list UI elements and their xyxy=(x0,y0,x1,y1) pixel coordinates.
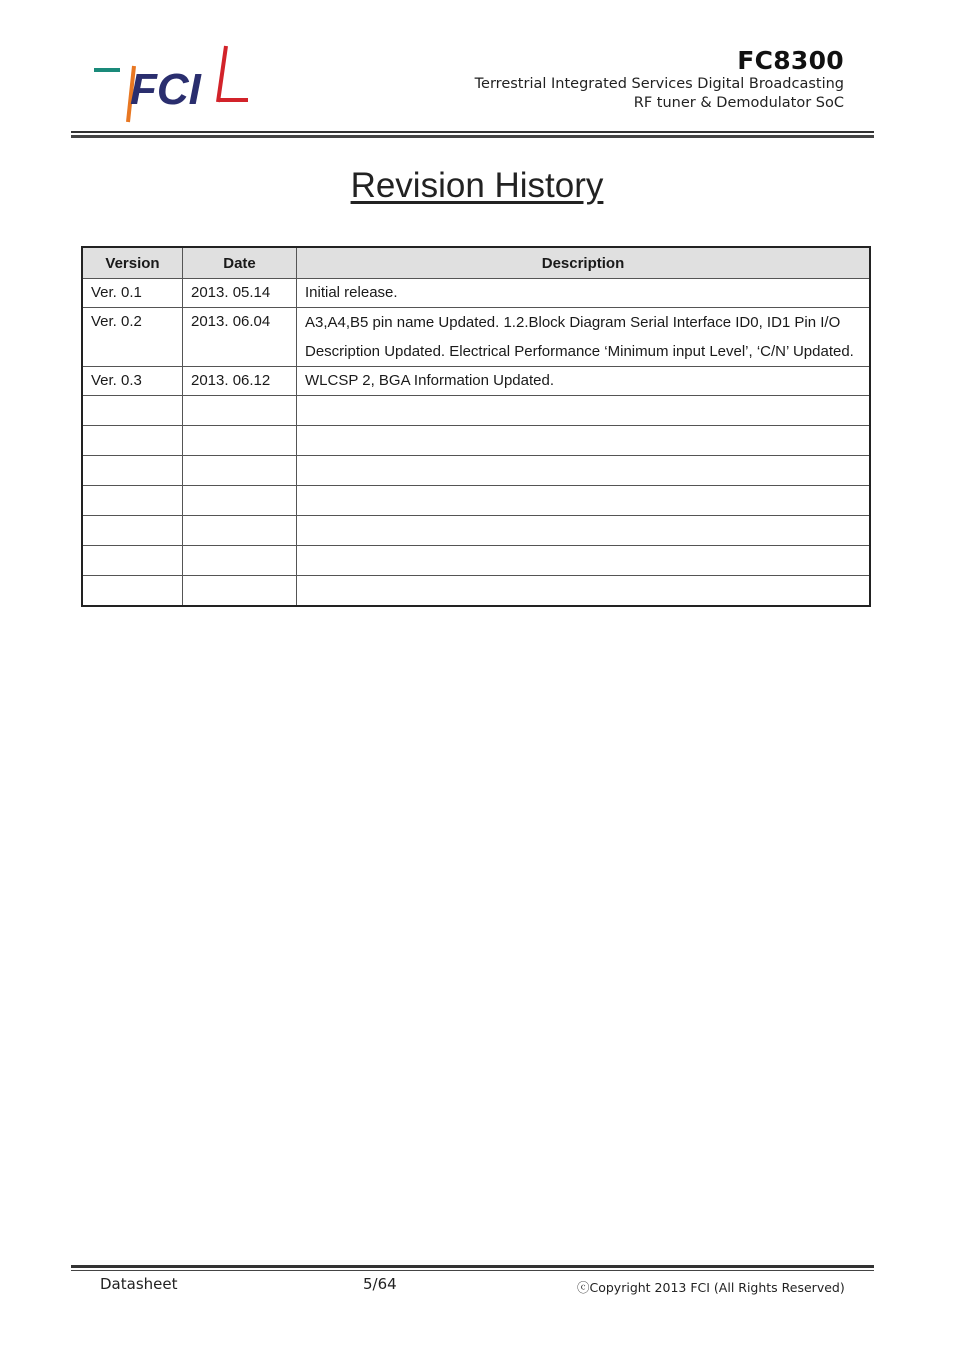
table-header-row xyxy=(82,247,870,279)
product-subtitle-1: Terrestrial Integrated Services Digital Broadcasting xyxy=(474,76,844,92)
page-title: Revision History xyxy=(350,166,604,205)
revision-table xyxy=(81,246,871,607)
table-row xyxy=(82,367,870,396)
footer-doc-type: Datasheet xyxy=(100,1275,178,1293)
version-cell: Ver. 0.1 xyxy=(82,279,183,308)
description-cell: WLCSP 2, BGA Information Updated. xyxy=(297,367,871,396)
header-info xyxy=(475,46,844,113)
header-rule xyxy=(71,131,874,139)
version-cell: Ver. 0.3 xyxy=(82,367,183,396)
date-cell: 2013. 06.04 xyxy=(183,308,297,367)
date-cell: 2013. 05.14 xyxy=(183,279,297,308)
empty-table-row xyxy=(82,486,870,516)
empty-table-row xyxy=(82,456,870,486)
empty-table-row xyxy=(82,426,870,456)
logo-wordmark: FCI xyxy=(130,65,201,114)
empty-table-row xyxy=(82,576,870,607)
product-name: FC8300 xyxy=(737,46,844,75)
copyright-notice: ⓒCopyright 2013 FCI (All Rights Reserved) xyxy=(577,1280,845,1295)
column-header-date: Date xyxy=(183,247,297,279)
empty-table-row xyxy=(82,396,870,426)
description-cell: Initial release. xyxy=(297,279,871,308)
product-subtitle-2: RF tuner & Demodulator SoC xyxy=(633,95,844,111)
column-header-version: Version xyxy=(82,247,183,279)
column-header-description: Description xyxy=(297,247,871,279)
footer-rule xyxy=(71,1265,874,1273)
table-row xyxy=(82,279,870,308)
date-cell: 2013. 06.12 xyxy=(183,367,297,396)
version-cell: Ver. 0.2 xyxy=(82,308,183,367)
description-cell: A3,A4,B5 pin name Updated. 1.2.Block Diagram Serial Interface ID0, ID1 Pin I/O Description Updated. Electrical Performance ‘Minimum input Level’, ‘C/N’ Updated. xyxy=(297,308,871,367)
table-row xyxy=(82,308,870,367)
page-number: 5/64 xyxy=(363,1275,397,1293)
fci-logo xyxy=(90,42,252,126)
empty-table-row xyxy=(82,516,870,546)
empty-table-row xyxy=(82,546,870,576)
